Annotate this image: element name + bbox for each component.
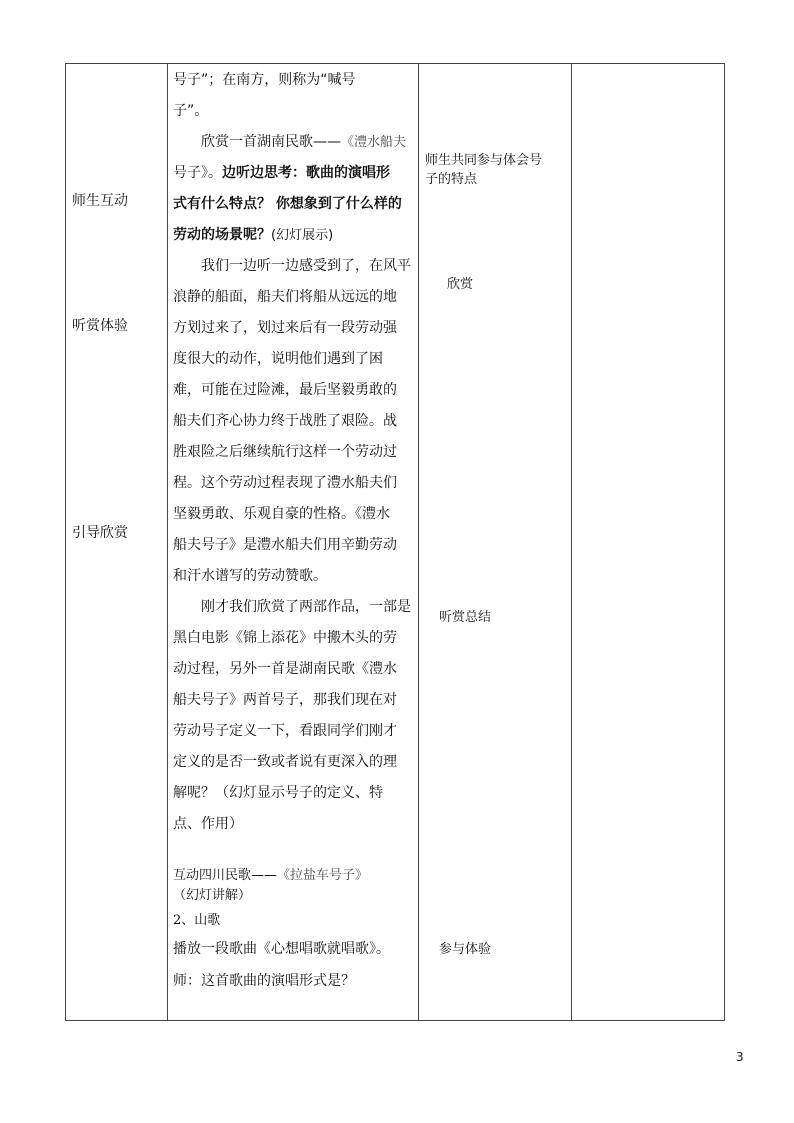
content-line: 子”。	[173, 103, 209, 119]
column-divider	[571, 64, 572, 1020]
content-line: 胜艰险之后继续航行这样一个劳动过	[173, 444, 397, 460]
content-line: 黑白电影《锦上添花》中搬木头的劳	[173, 630, 397, 646]
content-line: 解呢？（幻灯显示号子的定义、特	[173, 785, 383, 801]
content-line: 号子”；在南方，则称为“喊号	[173, 72, 356, 88]
content-line: 方划过来了，划过来后有一段劳动强	[173, 320, 397, 336]
content-line: 和汗水谱写的劳动赞歌。	[173, 568, 327, 584]
page-number: 3	[736, 1050, 744, 1064]
content-line: 互动四川民歌——《拉盐车号子》	[173, 868, 369, 883]
stage-label-guided-appreciation: 引导欣赏	[72, 525, 128, 541]
content-line: （幻灯讲解）	[173, 888, 252, 903]
content-line: 欣赏一首湖南民歌——《澧水船夫	[201, 134, 407, 150]
stage-label-interaction: 师生互动	[72, 193, 128, 209]
content-line: 劳动号子定义一下，看跟同学们刚才	[173, 723, 397, 739]
content-line: 点、作用）	[173, 816, 243, 832]
content-line: 度很大的动作，说明他们遇到了困	[173, 351, 383, 367]
lesson-plan-table	[65, 63, 725, 1021]
student-activity-note: 师生共同参与体会号	[425, 153, 543, 168]
content-line: 定义的是否一致或者说有更深入的理	[173, 754, 397, 770]
column-divider	[418, 64, 419, 1020]
content-line: 船夫号子》是澧水船夫们用辛勤劳动	[173, 537, 397, 553]
content-line: 难，可能在过险滩，最后坚毅勇敢的	[173, 382, 397, 398]
student-activity-listen-summary: 听赏总结	[439, 610, 492, 625]
content-line: 船夫号子》两首号子，那我们现在对	[173, 692, 397, 708]
content-line: 程。这个劳动过程表现了澧水船夫们	[173, 475, 397, 491]
content-line: 号子》。边听边思考：歌曲的演唱形	[173, 165, 390, 181]
student-activity-appreciate: 欣赏	[447, 277, 474, 292]
content-line: 坚毅勇敢、乐观自豪的性格。《澧水	[173, 506, 390, 522]
content-line: 播放一段歌曲《心想唱歌就唱歌》。	[173, 941, 390, 957]
content-line: 浪静的船面，船夫们将船从远远的地	[173, 289, 397, 305]
content-line: 劳动的场景呢？(幻灯展示)	[173, 227, 334, 243]
content-line: 我们一边听一边感受到了，在风平	[201, 258, 411, 274]
content-line: 刚才我们欣赏了两部作品，一部是	[201, 599, 411, 615]
stage-label-listen-experience: 听赏体验	[72, 318, 128, 334]
student-activity-note: 子的特点	[425, 172, 478, 187]
student-activity-participate: 参与体验	[439, 942, 492, 957]
column-divider	[167, 64, 168, 1020]
content-line: 2、山歌	[173, 913, 221, 928]
content-line: 师：这首歌曲的演唱形式是？	[173, 973, 355, 989]
content-line: 动过程，另外一首是湖南民歌《澧水	[173, 661, 397, 677]
content-line: 船夫们齐心协力终于战胜了艰险。战	[173, 413, 397, 429]
content-line: 式有什么特点？ 你想象到了什么样的	[173, 196, 402, 212]
